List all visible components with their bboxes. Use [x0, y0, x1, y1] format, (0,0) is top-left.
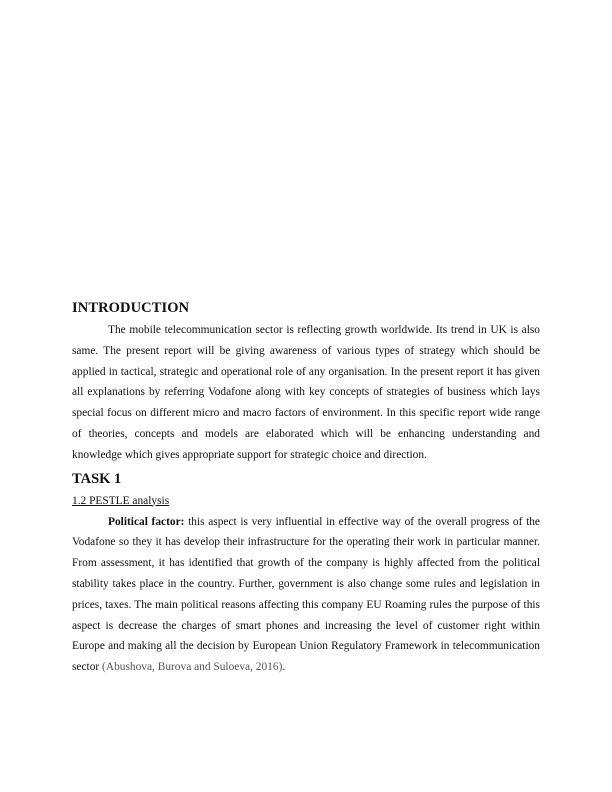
- introduction-paragraph: The mobile telecommunication sector is reflecting growth worldwide. Its trend in UK is also same. The present report will be giving awareness of various types of strategy which should be applied in tactical, strategic and operational role of any organisation. In the present report it has given all explanations by referring Vodafone along with key concepts of strategies of business which lays special focus on different micro and macro factors of environment. In this specific report wide range of theories, concepts and models are elaborated which will be enhancing understanding and knowledge which gives appropriate support for strategic choice and direction.: [72, 324, 540, 461]
- pestle-subheading: 1.2 PESTLE analysis: [72, 494, 170, 507]
- citation: (Abushova, Burova and Suloeva, 2016): [102, 661, 283, 674]
- task-1-heading: TASK 1: [72, 470, 122, 487]
- document-page: [72, 296, 540, 678]
- sentence-end: .: [282, 661, 286, 674]
- political-factor-text: this aspect is very influential in effective way of the overall progress of the Vodafone so they it has develop their infrastructure for the operating their work in particular manner. From assessment, it has identified that growth of the company is highly affected from the political stability takes place in the country. Further, government is also change some rules and legislation in prices, taxes. The main political reasons affecting this company EU Roaming rules the purpose of this aspect is decrease the charges of smart phones and increasing the level of customer right within Europe and making all the decision by European Union Regulatory Framework in telecommunication sector: [72, 515, 540, 674]
- introduction-heading: INTRODUCTION: [72, 300, 190, 316]
- political-factor-paragraph: [72, 512, 540, 678]
- political-factor-label: Political factor:: [108, 515, 185, 528]
